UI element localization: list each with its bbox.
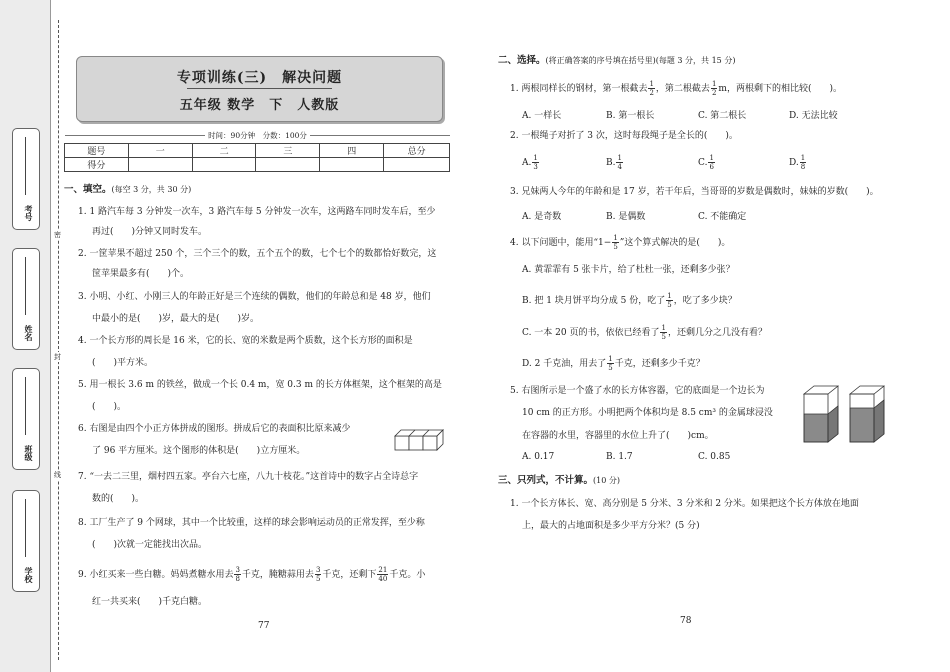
denominator: 5 [613, 243, 618, 251]
text-run: ，吃了多少块？ [673, 296, 737, 306]
question-text: 了 96 平方厘米。这个图形的体积是( )立方厘米。 [92, 446, 306, 456]
text-run: 千克。小 [389, 570, 426, 580]
table-row [65, 158, 450, 172]
option-c: C. 第二根长 [698, 111, 747, 121]
section-2-heading [498, 54, 735, 68]
page-subtitle: 五年级 数学 下 人教版 [179, 98, 340, 113]
text-run: D. 2 千克油，用去了 [522, 359, 607, 369]
section-title: 三、只列式，不计算。 [498, 475, 594, 486]
question-text: ( )。 [92, 402, 127, 412]
question-text: 3. 兄妹两人今年的年龄和是 17 岁，若干年后，当哥哥的岁数是偶数时，妹妹的岁数( )。 [510, 187, 879, 197]
table-cell: 一 [128, 144, 192, 158]
text-run: 千克，还剩下 [322, 570, 377, 580]
fraction [660, 324, 666, 341]
fold-mark: 封 [54, 353, 61, 361]
table-cell: 三 [256, 144, 320, 158]
fold-mark: 线 [54, 471, 61, 479]
option-d [522, 355, 705, 372]
write-line [25, 137, 26, 195]
denominator: 4 [617, 163, 622, 171]
write-line [25, 377, 26, 435]
text-run: 4. 以下问题中，能用“1− [510, 238, 612, 248]
time-info: 时间：90分钟 分数：100分 [208, 131, 307, 140]
question-text: 6. 右图是由四个小正方体拼成的图形。拼成后它的表面积比原来减少 [78, 424, 351, 434]
numerator: 1 [533, 154, 538, 162]
question-text: 上，最大的占地面积是多少平方分米？(5 分) [522, 521, 700, 531]
fold-line [58, 20, 59, 660]
page-title: 专项训练(三) 解决问题 [176, 70, 343, 86]
text-run: 千克，还剩多少千克？ [614, 359, 705, 369]
numerator: 1 [709, 154, 714, 162]
question-text: ( )平方米。 [92, 358, 154, 368]
option-letter: D. [789, 158, 799, 168]
option-a: A. 黄霏霏有 5 张卡片，给了杜杜一张，还剩多少张？ [522, 265, 735, 275]
rule-left [65, 135, 205, 136]
question-text: 1. 1 路汽车每 3 分钟发一次车，3 路汽车每 5 分钟发一次车，这两路车同时发车后，至少 [78, 207, 436, 217]
question-text: 2. 一筐苹果不超过 250 个，三个三个的数，五个五个的数，七个七个的数都恰好数完，这 [78, 249, 437, 259]
page-number-left: 77 [258, 621, 270, 631]
denominator: 3 [533, 163, 538, 171]
section-3-heading [498, 474, 620, 488]
option-letter: B. [606, 158, 616, 168]
score-cell[interactable] [192, 158, 256, 172]
option-b: B. 1.7 [606, 452, 633, 462]
denominator: 40 [378, 575, 388, 583]
option-c: C. 0.85 [698, 452, 731, 462]
denominator: 5 [667, 301, 672, 309]
fraction [648, 80, 654, 97]
question-text: 在容器的水里，容器里的水位上升了( )cm。 [522, 431, 714, 441]
question-text: 筐苹果最多有( )个。 [92, 269, 190, 279]
numerator: 1 [661, 324, 666, 332]
text-run: ，第二根截去 [655, 84, 710, 94]
fraction [708, 154, 714, 171]
time-info-bar [65, 130, 450, 140]
text-run: ，还剩几分之几没有看？ [667, 328, 767, 338]
table-cell: 总分 [384, 144, 450, 158]
question-text: 5. 右图所示是一个盛了水的长方体容器，它的底面是一个边长为 [510, 386, 765, 396]
table-cell: 二 [192, 144, 256, 158]
option-b: B. 第一根长 [606, 111, 655, 121]
section-note: (每空 3 分，共 30 分) [111, 185, 192, 194]
name-label: 姓名 [24, 325, 34, 341]
fraction [532, 154, 538, 171]
class-label: 班级 [24, 445, 34, 461]
text-run: 9. 小红买来一些白糖。妈妈煮糖水用去 [78, 570, 234, 580]
question-text: 10 cm 的正方形。小明把两个体积均是 8.5 cm³ 的金属球浸没 [522, 408, 773, 418]
option-d [789, 154, 807, 171]
score-cell[interactable] [128, 158, 192, 172]
question-text: 7. “一去二三里，烟村四五家。亭台六七座，八九十枝花。”这首诗中的数字占全诗总字 [78, 472, 419, 482]
title-divider [187, 88, 332, 89]
option-letter: A. [522, 158, 532, 168]
title-banner [76, 56, 443, 122]
numerator: 1 [617, 154, 622, 162]
question-text: 再过( )分钟又同时发车。 [92, 227, 208, 237]
option-c [522, 324, 767, 341]
fraction [234, 566, 240, 583]
question-9 [78, 566, 425, 583]
fraction [612, 234, 618, 251]
score-cell[interactable] [320, 158, 384, 172]
option-a: A. 0.17 [522, 452, 555, 462]
school-label: 学校 [24, 567, 34, 583]
question-text: ( )次就一定能找出次品。 [92, 540, 208, 550]
question-text: 中最小的是( )岁，最大的是( )岁。 [92, 314, 260, 324]
numerator: 1 [800, 154, 806, 162]
numerator: 3 [315, 566, 321, 574]
text-run: C. 一本 20 页的书，依依已经看了 [522, 328, 660, 338]
text-run: ”这个算式解决的是( )。 [619, 238, 731, 248]
question-1 [510, 80, 842, 97]
table-cell: 得分 [65, 158, 129, 172]
table-cell: 题号 [65, 144, 129, 158]
numerator: 1 [649, 80, 654, 88]
section-title: 二、选择。 [498, 55, 546, 66]
fraction [800, 154, 806, 171]
question-text: 红一共买来( )千克白糖。 [92, 597, 208, 607]
option-b [606, 154, 624, 171]
denominator: 8 [800, 163, 806, 171]
exam-number-field[interactable] [12, 128, 40, 230]
numerator: 1 [711, 80, 717, 88]
table-cell: 四 [320, 144, 384, 158]
denominator: 8 [235, 575, 240, 583]
score-cell[interactable] [384, 158, 450, 172]
numerator: 1 [608, 355, 613, 363]
text-run: 1. 两根同样长的钢材，第一根截去 [510, 84, 648, 94]
denominator: 6 [709, 163, 714, 171]
denominator: 2 [649, 89, 654, 97]
section-note: (10 分) [593, 476, 620, 485]
numerator: 1 [613, 234, 618, 242]
option-a [522, 154, 540, 171]
page-number-right: 78 [680, 616, 692, 626]
numerator: 21 [378, 566, 388, 574]
question-text: 2. 一根绳子对折了 3 次，这时每段绳子是全长的( )。 [510, 131, 738, 141]
text-run: 千克，腌糖蒜用去 [241, 570, 314, 580]
question-text: 数的( )。 [92, 494, 145, 504]
numerator: 1 [667, 292, 672, 300]
table-row [65, 144, 450, 158]
option-b: B. 是偶数 [606, 212, 646, 222]
option-a: A. 是奇数 [522, 212, 562, 222]
question-text: 8. 工厂生产了 9 个网球，其中一个比较重，这样的球会影响运动员的正常发挥，至少称 [78, 518, 425, 528]
name-field[interactable] [12, 248, 40, 350]
fraction [377, 566, 388, 583]
question-4 [510, 234, 730, 251]
text-run: m，两根剩下的相比较( )。 [718, 84, 842, 94]
option-a: A. 一样长 [522, 111, 562, 121]
fraction [616, 154, 622, 171]
fraction [607, 355, 613, 372]
write-line [25, 257, 26, 315]
write-line [25, 499, 26, 557]
option-letter: C. [698, 158, 708, 168]
rule-right [310, 135, 450, 136]
section-note: (将正确答案的序号填在括号里)(每题 3 分，共 15 分) [545, 56, 736, 65]
fraction [711, 80, 717, 97]
option-c: C. 不能确定 [698, 212, 747, 222]
score-cell[interactable] [256, 158, 320, 172]
option-d: D. 无法比较 [789, 111, 838, 121]
denominator: 2 [711, 89, 717, 97]
exam-number-label: 考号 [24, 205, 34, 221]
question-text: 4. 一个长方形的周长是 16 米，它的长、宽的米数是两个质数，这个长方形的面积是 [78, 336, 413, 346]
container-figure [800, 384, 892, 444]
class-field[interactable] [12, 368, 40, 470]
binding-gutter [0, 0, 51, 672]
question-text: 3. 小明、小红、小刚三人的年龄正好是三个连续的偶数，他们的年龄总和是 48 岁，他们 [78, 292, 431, 302]
fraction [315, 566, 321, 583]
question-text: 5. 用一根长 3.6 m 的铁丝，做成一个长 0.4 m，宽 0.3 m 的长方体框架，这个框架的高是 [78, 380, 442, 390]
numerator: 3 [235, 566, 240, 574]
denominator: 5 [661, 333, 666, 341]
option-b [522, 292, 737, 309]
option-c [698, 154, 716, 171]
fraction [666, 292, 672, 309]
text-run: B. 把 1 块月饼平均分成 5 份，吃了 [522, 296, 666, 306]
denominator: 5 [608, 364, 613, 372]
school-field[interactable] [12, 490, 40, 592]
denominator: 5 [315, 575, 321, 583]
section-title: 一、填空。 [64, 184, 112, 195]
question-text: 1. 一个长方体长、宽、高分别是 5 分米、3 分米和 2 分米。如果把这个长方体放在地面 [510, 499, 859, 509]
fold-mark: 密 [54, 231, 61, 239]
section-1-heading [64, 183, 191, 197]
cube-figure [393, 428, 449, 452]
score-table [64, 143, 450, 172]
